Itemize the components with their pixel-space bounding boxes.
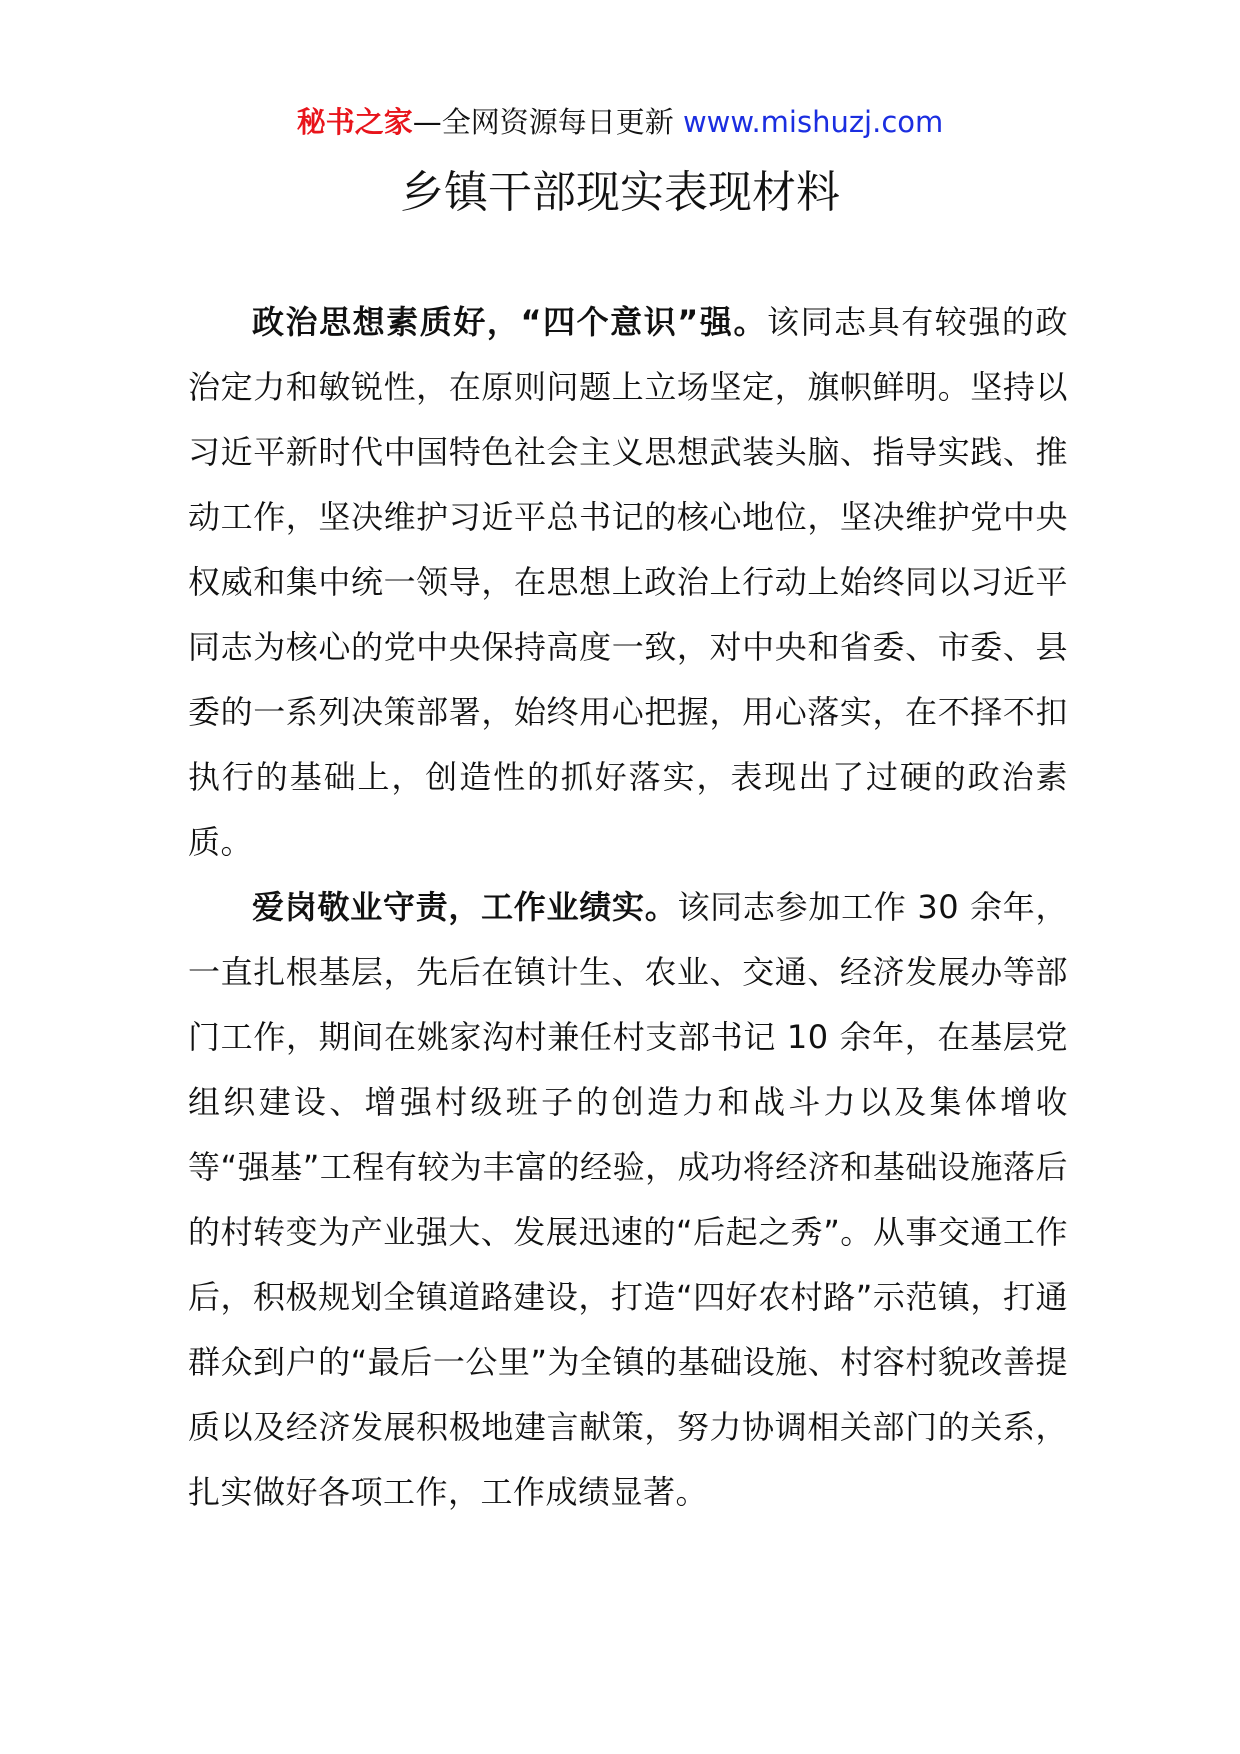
paragraph-lead: 爱岗敬业守责，工作业绩实。 <box>252 888 678 926</box>
document-body <box>188 290 1068 1525</box>
brand-name: 秘书之家 <box>296 105 413 139</box>
paragraph-work <box>188 875 1068 1525</box>
paragraph-lead: 政治思想素质好，“四个意识”强。 <box>252 303 768 341</box>
document-title: 乡镇干部现实表现材料 <box>400 167 840 218</box>
site-url-link[interactable]: www.mishuzj.com <box>682 105 944 139</box>
paragraph-text: 该同志参加工作 30 余年，一直扎根基层，先后在镇计生、农业、交通、经济发展办等部门工作，期间在姚家沟村兼任村支部书记 10 余年，在基层党组织建设、增强村级班子的创造力和战斗力以及集体增收等“强基”工程有较为丰富的经验，成功将经济和基础设施落后的村转变为产业强大、发展迅速的“后起之秀”。从事交通工作后，积极规划全镇道路建设，打造“四好农村路”示范镇，打通群众到户的“最后一公里”为全镇的基础设施、村容村貌改善提质以及经济发展积极地建言献策，努力协调相关部门的关系，扎实做好各项工作，工作成绩显著。 <box>188 888 1068 1511</box>
paragraph-political <box>188 290 1068 875</box>
paragraph-text: 该同志具有较强的政治定力和敏锐性，在原则问题上立场坚定，旗帜鲜明。坚持以习近平新时代中国特色社会主义思想武装头脑、指导实践、推动工作，坚决维护习近平总书记的核心地位，坚决维护党中央权威和集中统一领导，在思想上政治上行动上始终同以习近平同志为核心的党中央保持高度一致，对中央和省委、市委、县委的一系列决策部署，始终用心把握，用心落实，在不择不扣执行的基础上，创造性的抓好落实，表现出了过硬的政治素质。 <box>188 303 1068 861</box>
header-tagline: —全网资源每日更新 <box>412 105 683 139</box>
site-header <box>0 102 1240 142</box>
